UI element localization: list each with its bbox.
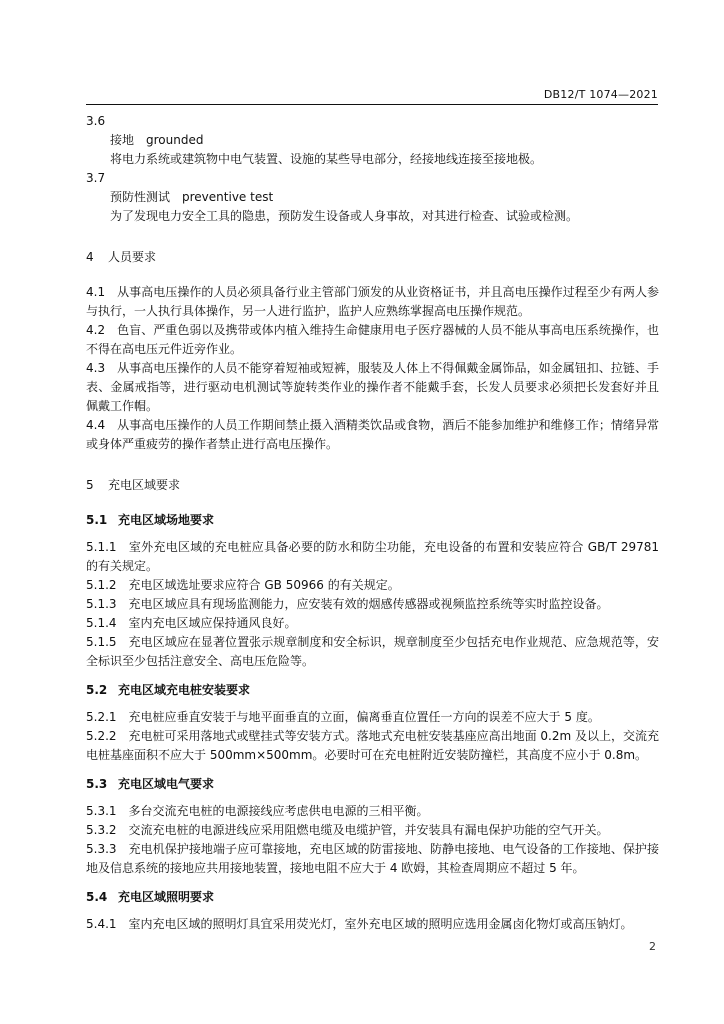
clause-number: 5.1.1 bbox=[86, 540, 117, 554]
clause-text: 充电机保护接地端子应可靠接地，充电区域的防雷接地、防静电接地、电气设备的工作接地、保护接地及信息系统的接地应共用接地装置，接地电阻不应大于 4 欧姆，其检查周期应不超过 5 年。 bbox=[86, 842, 659, 875]
clause-text: 交流充电桩的电源进线应采用阻燃电缆及电缆护管，并安装具有漏电保护功能的空气开关。 bbox=[128, 823, 609, 837]
term-definition: 将电力系统或建筑物中电气装置、设施的某些导电部分，经接地线连接至接地极。 bbox=[110, 152, 543, 166]
clause-number: 5.2.2 bbox=[86, 729, 117, 743]
clause-number: 5.2.1 bbox=[86, 710, 117, 724]
clause-text: 从事高电压操作的人员工作期间禁止摄入酒精类饮品或食物，酒后不能参加维护和维修工作；情绪异常或身体严重疲劳的操作者禁止进行高电压操作。 bbox=[86, 418, 659, 451]
section-heading bbox=[86, 681, 659, 700]
clause-number: 5.3.3 bbox=[86, 842, 117, 856]
chapter-heading bbox=[86, 476, 659, 495]
term-definition: 为了发现电力安全工具的隐患，预防发生设备或人身事故，对其进行检查、试验或检测。 bbox=[110, 209, 579, 223]
clause-number: 4.2 bbox=[86, 323, 106, 337]
document-body bbox=[86, 112, 659, 934]
chapter-title: 人员要求 bbox=[108, 250, 157, 264]
clause-text: 充电区域应在显著位置张示规章制度和安全标识，规章制度至少包括充电作业规范、应急规范等，安全标识至少包括注意安全、高电压危险等。 bbox=[86, 635, 659, 668]
chapter-number: 4 bbox=[86, 250, 94, 264]
clause-text: 充电区域选址要求应符合 GB 50966 的有关规定。 bbox=[128, 578, 400, 592]
clause bbox=[86, 802, 659, 821]
chapter-heading bbox=[86, 248, 659, 267]
clause bbox=[86, 321, 659, 359]
term-number: 3.7 bbox=[86, 171, 106, 185]
clause-text: 充电桩可采用落地式或壁挂式等安装方式。落地式充电桩安装基座应高出地面 0.2m 及以上，交流充电桩基座面积不应大于 500mm×500mm。必要时可在充电桩附近安装防撞栏，其高度不应小于 0.8m。 bbox=[86, 729, 659, 762]
clause bbox=[86, 416, 659, 454]
term-name-cn: 预防性测试 bbox=[110, 190, 171, 204]
clause bbox=[86, 595, 659, 614]
clause-text: 色盲、严重色弱以及携带或体内植入维持生命健康用电子医疗器械的人员不能从事高电压系统操作，也不得在高电压元件近旁作业。 bbox=[86, 323, 659, 356]
term-name-en: grounded bbox=[146, 133, 204, 147]
clause-text: 室内充电区域应保持通风良好。 bbox=[128, 616, 297, 630]
clause bbox=[86, 359, 659, 416]
term-name bbox=[86, 188, 659, 207]
chapter-title: 充电区域要求 bbox=[108, 478, 181, 492]
section-title: 充电区域电气要求 bbox=[118, 777, 215, 791]
term-name-cn: 接地 bbox=[110, 133, 135, 147]
section-heading bbox=[86, 775, 659, 794]
section-heading bbox=[86, 888, 659, 907]
clause-number: 5.4.1 bbox=[86, 917, 117, 931]
section-number: 5.1 bbox=[86, 513, 108, 527]
clause-number: 5.3.1 bbox=[86, 804, 117, 818]
clause bbox=[86, 727, 659, 765]
page-number: 2 bbox=[649, 940, 656, 953]
section-number: 5.4 bbox=[86, 890, 108, 904]
section-title: 充电区域照明要求 bbox=[118, 890, 215, 904]
section-heading bbox=[86, 511, 659, 530]
section-number: 5.2 bbox=[86, 683, 108, 697]
clause-number: 4.1 bbox=[86, 285, 106, 299]
term-name bbox=[86, 131, 659, 150]
clause-number: 5.1.3 bbox=[86, 597, 117, 611]
clause-text: 从事高电压操作的人员不能穿着短袖或短裤，服装及人体上不得佩戴金属饰品，如金属钮扣、拉链、手表、金属戒指等，进行驱动电机测试等旋转类作业的操作者不能戴手套，长发人员要求必须把长发套好并且佩戴工作帽。 bbox=[86, 361, 659, 413]
clause bbox=[86, 538, 659, 576]
clause-text: 充电区域应具有现场监测能力，应安装有效的烟感传感器或视频监控系统等实时监控设备。 bbox=[128, 597, 609, 611]
section-title: 充电区域充电桩安装要求 bbox=[118, 683, 251, 697]
clause bbox=[86, 821, 659, 840]
clause-number: 4.3 bbox=[86, 361, 106, 375]
clause-text: 多台交流充电桩的电源接线应考虑供电电源的三相平衡。 bbox=[128, 804, 429, 818]
clause-text: 从事高电压操作的人员必须具备行业主管部门颁发的从业资格证书，并且高电压操作过程至少有两人参与执行，一人执行具体操作，另一人进行监护，监护人应熟练掌握高电压操作规范。 bbox=[86, 285, 659, 318]
clause-text: 充电桩应垂直安装于与地平面垂直的立面，偏离垂直位置任一方向的误差不应大于 5 度。 bbox=[128, 710, 600, 724]
clause bbox=[86, 614, 659, 633]
clause bbox=[86, 633, 659, 671]
clause-number: 5.1.5 bbox=[86, 635, 117, 649]
clause bbox=[86, 283, 659, 321]
clause-number: 4.4 bbox=[86, 418, 106, 432]
clause-number: 5.1.2 bbox=[86, 578, 117, 592]
section-title: 充电区域场地要求 bbox=[118, 513, 215, 527]
clause bbox=[86, 915, 659, 934]
term-number: 3.6 bbox=[86, 114, 106, 128]
header-rule bbox=[86, 104, 658, 105]
clause-text: 室内充电区域的照明灯具宜采用荧光灯，室外充电区域的照明应选用金属卤化物灯或高压钠灯。 bbox=[128, 917, 633, 931]
clause-number: 5.3.2 bbox=[86, 823, 117, 837]
clause-number: 5.1.4 bbox=[86, 616, 117, 630]
clause bbox=[86, 840, 659, 878]
clause bbox=[86, 708, 659, 727]
chapter-number: 5 bbox=[86, 478, 94, 492]
clause-text: 室外充电区域的充电桩应具备必要的防水和防尘功能，充电设备的布置和安装应符合 GB/T 29781 的有关规定。 bbox=[86, 540, 659, 573]
section-number: 5.3 bbox=[86, 777, 108, 791]
clause bbox=[86, 576, 659, 595]
document-code: DB12/T 1074—2021 bbox=[543, 88, 658, 101]
term-name-en: preventive test bbox=[182, 190, 274, 204]
